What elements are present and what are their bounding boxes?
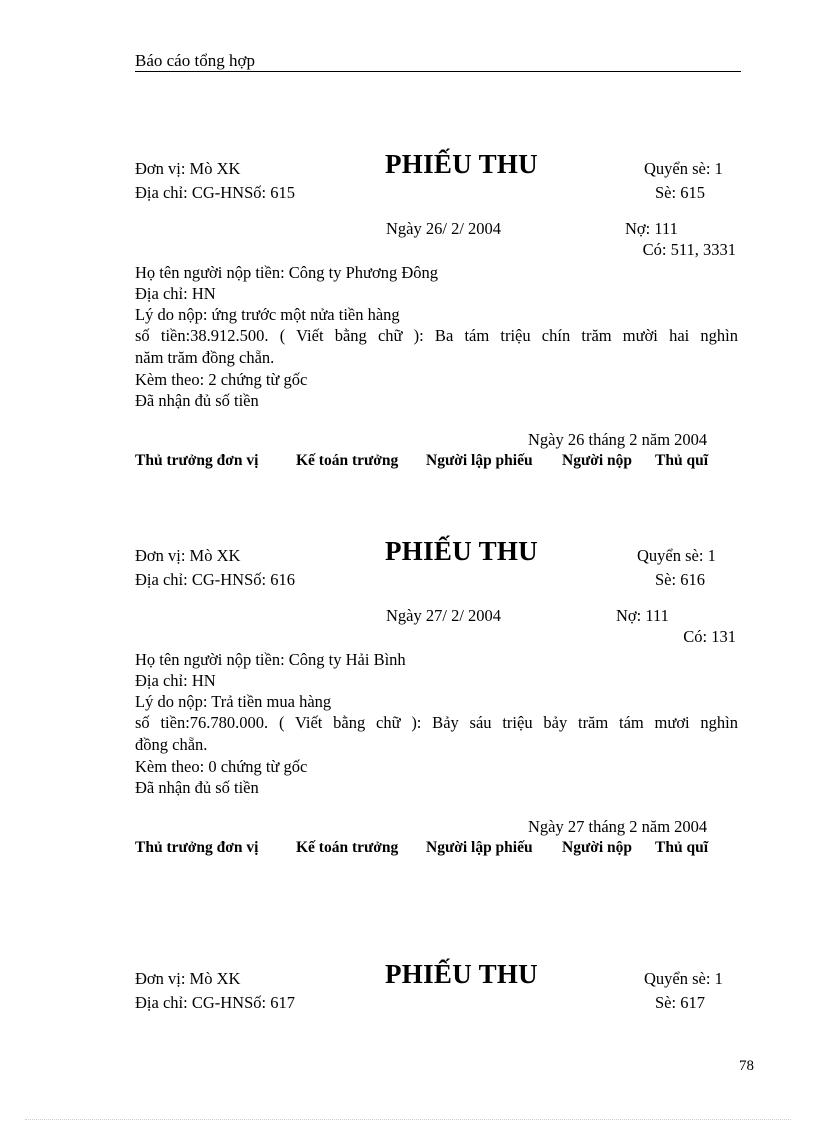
receipt-reason: Lý do nộp: Trả tiền mua hàng [135, 692, 332, 711]
receipt-title: PHIẾU THU [385, 149, 538, 179]
signature-payer: Người nộp [562, 452, 632, 469]
receipt-amount-line: số tiền:76.780.000. ( Viết bằng chữ ): Bảy sáu triệu bảy trăm tám mươi nghìn [135, 713, 738, 732]
receipt-book: Quyển sè: 1 [644, 159, 723, 178]
receipt-amount-line-cont: năm trăm đồng chẵn. [135, 348, 275, 367]
header-rule [135, 71, 741, 72]
receipt-amount-line-cont: đồng chẵn. [135, 735, 208, 754]
receipt-debit: Nợ: 111 [616, 606, 669, 625]
receipt-date: Ngày 27/ 2/ 2004 [386, 606, 502, 625]
receipt-credit: Có: 511, 3331 [642, 240, 736, 259]
receipt-sign-date: Ngày 26 tháng 2 năm 2004 [528, 430, 708, 449]
receipt-credit: Có: 131 [683, 627, 736, 646]
receipt-payer-address: Địa chỉ: HN [135, 284, 216, 303]
receipt-debit: Nợ: 111 [625, 219, 678, 238]
signature-cashier: Thủ quĩ [655, 839, 709, 856]
report-header-title: Báo cáo tổng hợp [135, 51, 255, 70]
receipt-payer: Họ tên người nộp tiền: Công ty Hải Bình [135, 650, 406, 669]
page-bottom-divider [25, 1119, 791, 1120]
receipt-reason: Lý do nộp: ứng trước một nửa tiền hàng [135, 305, 400, 324]
receipt-number: Sè: 616 [655, 570, 705, 589]
receipt-number: Sè: 617 [655, 993, 705, 1012]
receipt-book: Quyển sè: 1 [637, 546, 716, 565]
receipt-unit: Đơn vị: Mò XK [135, 159, 241, 178]
receipt-date: Ngày 26/ 2/ 2004 [386, 219, 502, 238]
page-number: 78 [739, 1058, 754, 1074]
signature-preparer: Người lập phiếu [426, 839, 533, 856]
receipt-payer: Họ tên người nộp tiền: Công ty Phương Đông [135, 263, 439, 282]
receipt-attached: Kèm theo: 0 chứng từ gốc [135, 757, 308, 776]
receipt-received: Đã nhận đủ số tiền [135, 391, 259, 410]
receipt-address: Địa chỉ: CG-HNSố: 616 [135, 570, 295, 589]
receipt-title: PHIẾU THU [385, 959, 538, 989]
signature-payer: Người nộp [562, 839, 632, 856]
signature-director: Thủ trưởng đơn vị [135, 839, 259, 856]
signature-cashier: Thủ quĩ [655, 452, 709, 469]
receipt-sign-date: Ngày 27 tháng 2 năm 2004 [528, 817, 708, 836]
receipt-unit: Đơn vị: Mò XK [135, 546, 241, 565]
signature-preparer: Người lập phiếu [426, 452, 533, 469]
signature-director: Thủ trưởng đơn vị [135, 452, 259, 469]
receipt-book: Quyển sè: 1 [644, 969, 723, 988]
signature-chief-accountant: Kế toán trưởng [296, 452, 399, 469]
receipt-title: PHIẾU THU [385, 536, 538, 566]
receipt-number: Sè: 615 [655, 183, 705, 202]
receipt-address: Địa chỉ: CG-HNSố: 615 [135, 183, 295, 202]
signature-chief-accountant: Kế toán trưởng [296, 839, 399, 856]
receipt-attached: Kèm theo: 2 chứng từ gốc [135, 370, 308, 389]
receipt-unit: Đơn vị: Mò XK [135, 969, 241, 988]
receipt-amount-line: số tiền:38.912.500. ( Viết bằng chữ ): Ba tám triệu chín trăm mười hai nghìn [135, 326, 738, 345]
receipt-received: Đã nhận đủ số tiền [135, 778, 259, 797]
receipt-payer-address: Địa chỉ: HN [135, 671, 216, 690]
receipt-address: Địa chỉ: CG-HNSố: 617 [135, 993, 295, 1012]
